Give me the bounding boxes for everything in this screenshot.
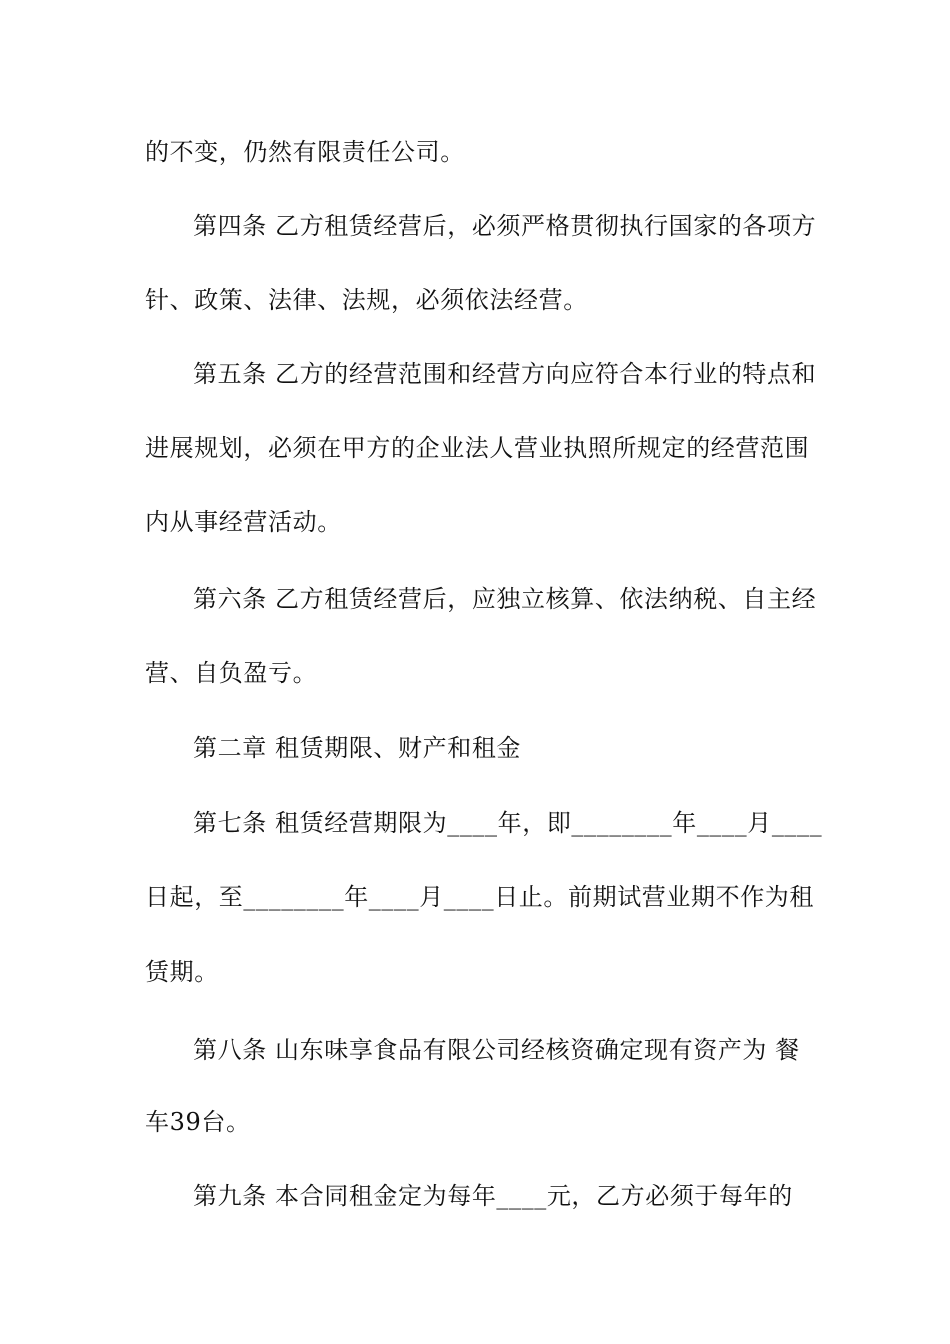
text-line: 进展规划，必须在甲方的企业法人营业执照所规定的经营范围: [145, 434, 810, 462]
text-line: 赁期。: [145, 958, 219, 986]
text-line: 内从事经营活动。: [145, 508, 342, 536]
article-5-line: 第五条 乙方的经营范围和经营方向应符合本行业的特点和: [193, 360, 817, 388]
article-7-line: 第七条 租赁经营期限为____年，即________年____月____: [193, 809, 823, 837]
chapter-2-heading: 第二章 租赁期限、财产和租金: [193, 734, 522, 762]
text-line: 车39台。: [145, 1108, 251, 1136]
article-6-line: 第六条 乙方租赁经营后，应独立核算、依法纳税、自主经: [193, 585, 817, 613]
text-line: 针、政策、法律、法规，必须依法经营。: [145, 286, 588, 314]
text-line: 营、自负盈亏。: [145, 659, 318, 687]
article-9-line: 第九条 本合同租金定为每年____元，乙方必须于每年的: [193, 1182, 793, 1210]
article-4-line: 第四条 乙方租赁经营后，必须严格贯彻执行国家的各项方: [193, 212, 817, 240]
text-line: 日起，至________年____月____日止。前期试营业期不作为租: [145, 883, 814, 911]
text-line: 的不变，仍然有限责任公司。: [145, 138, 465, 166]
article-8-line: 第八条 山东味享食品有限公司经核资确定现有资产为 餐: [193, 1036, 800, 1064]
